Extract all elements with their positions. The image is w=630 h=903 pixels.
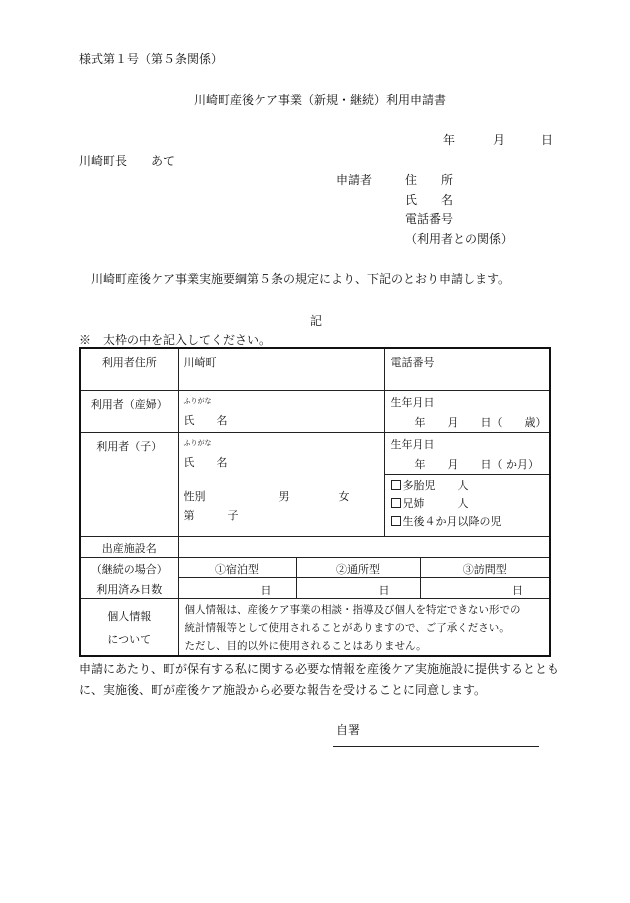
gender-female[interactable]: 女 bbox=[338, 490, 350, 503]
fill-note: ※ 太枠の中を記入してください。 bbox=[79, 333, 272, 347]
continue-label: （継続の場合） bbox=[90, 562, 168, 576]
child-birth-value: 年 月 日（ か月） bbox=[414, 457, 539, 471]
application-table bbox=[79, 347, 551, 657]
gender-male[interactable]: 男 bbox=[278, 490, 290, 503]
child-options-cell bbox=[384, 474, 550, 536]
user-address-value: 川崎町 bbox=[183, 356, 217, 369]
user-address-label: 利用者住所 bbox=[101, 356, 157, 369]
table-row bbox=[80, 348, 550, 390]
facility-label-cell bbox=[80, 536, 178, 557]
date-year: 年 bbox=[443, 133, 456, 147]
option-after4m-row[interactable] bbox=[385, 512, 550, 530]
table-row bbox=[80, 432, 550, 474]
consent-text-2: に、実施後、町が産後ケア施設から必要な報告を受けることに同意します。 bbox=[79, 683, 487, 697]
facility-value-cell[interactable] bbox=[178, 536, 550, 557]
table-row bbox=[80, 390, 550, 432]
birth-order-label: 第 子 bbox=[183, 509, 239, 522]
child-gender-cell[interactable] bbox=[178, 474, 384, 536]
daycare-days-unit: 日 bbox=[378, 583, 390, 597]
date-month: 月 bbox=[493, 133, 506, 147]
type-daycare-cell bbox=[296, 557, 420, 577]
applicant-relation-label: （利用者との関係） bbox=[405, 232, 514, 246]
mother-label-cell bbox=[80, 390, 178, 432]
applicant-phone-label: 電話番号 bbox=[405, 212, 454, 226]
gender-label: 性別 bbox=[183, 490, 206, 503]
privacy-label-1: 個人情報 bbox=[107, 609, 152, 623]
option-multiple-row[interactable] bbox=[385, 475, 550, 494]
applicant-address-label: 住 所 bbox=[405, 173, 454, 187]
mother-birthdate-label: 生年月日 bbox=[390, 395, 435, 409]
privacy-label-cell bbox=[80, 598, 178, 656]
child-furigana-label: ふりがな bbox=[183, 438, 212, 447]
addressee: 川崎町長 あて bbox=[79, 154, 176, 168]
multiple-birth-checkbox[interactable] bbox=[391, 480, 401, 490]
form-title: 川崎町産後ケア事業（新規・継続）利用申請書 bbox=[194, 93, 447, 107]
phone-label: 電話番号 bbox=[390, 356, 435, 369]
type-stay-cell bbox=[178, 557, 296, 577]
child-birthdate-label: 生年月日 bbox=[390, 437, 435, 451]
form-number: 様式第１号（第５条関係） bbox=[79, 52, 224, 66]
table-row bbox=[80, 536, 550, 557]
facility-label: 出産施設名 bbox=[101, 541, 157, 555]
mother-label: 利用者（産婦） bbox=[90, 397, 168, 411]
user-address-value-cell[interactable] bbox=[178, 348, 384, 390]
privacy-text-cell bbox=[178, 598, 550, 656]
daycare-days-cell[interactable] bbox=[296, 577, 420, 598]
type-stay-label: ①宿泊型 bbox=[215, 562, 259, 576]
child-name-cell[interactable] bbox=[178, 432, 384, 474]
child-label-cell bbox=[80, 432, 178, 536]
type-daycare-label: ②通所型 bbox=[336, 562, 380, 576]
option-multiple-label: 多胎児 人 bbox=[402, 478, 469, 492]
child-name-label: 氏 名 bbox=[183, 455, 228, 469]
user-address-label-cell bbox=[80, 348, 178, 390]
privacy-label-2: について bbox=[107, 632, 152, 646]
visit-days-cell[interactable] bbox=[420, 577, 550, 598]
privacy-text-1: 個人情報は、産後ケア事業の相談・指導及び個人を特定できない形での bbox=[184, 603, 521, 616]
signature-line[interactable] bbox=[333, 746, 539, 747]
privacy-text-2: 統計情報等として使用されることがありますので、ご了承ください。 bbox=[184, 621, 510, 634]
applicant-label: 申請者 bbox=[336, 173, 373, 187]
type-visit-label: ③訪問型 bbox=[462, 562, 507, 576]
intro-text: 川崎町産後ケア事業実施要綱第５条の規定により、下記のとおり申請します。 bbox=[91, 272, 511, 286]
used-days-label: 利用済み日数 bbox=[96, 582, 163, 596]
ki-heading: 記 bbox=[310, 314, 323, 328]
after-4-months-checkbox[interactable] bbox=[391, 516, 401, 526]
child-birth-cell[interactable] bbox=[384, 432, 550, 474]
stay-days-unit: 日 bbox=[260, 583, 272, 597]
applicant-name-label: 氏 名 bbox=[405, 193, 454, 207]
stay-days-cell[interactable] bbox=[178, 577, 296, 598]
mother-birth-cell[interactable] bbox=[384, 390, 550, 432]
option-after4m-label: 生後４か月以降の児 bbox=[402, 514, 502, 528]
consent-text-1: 申請にあたり、町が保有する私に関する必要な情報を産後ケア実施施設に提供するととも bbox=[79, 662, 560, 676]
mother-name-label: 氏 名 bbox=[183, 413, 228, 427]
table-row bbox=[80, 557, 550, 577]
visit-days-unit: 日 bbox=[512, 583, 523, 597]
child-label: 利用者（子） bbox=[96, 439, 163, 453]
mother-birth-value: 年 月 日（ 歳） bbox=[414, 415, 547, 429]
mother-name-cell[interactable] bbox=[178, 390, 384, 432]
date-day: 日 bbox=[541, 133, 554, 147]
table-row bbox=[80, 598, 550, 656]
privacy-text-3: ただし、目的以外に使用されることはありません。 bbox=[184, 639, 427, 652]
option-siblings-label: 兄姉 人 bbox=[402, 496, 469, 510]
option-siblings-row[interactable] bbox=[385, 494, 550, 512]
phone-cell[interactable] bbox=[384, 348, 550, 390]
signature-label: 自署 bbox=[336, 723, 361, 737]
siblings-checkbox[interactable] bbox=[391, 498, 401, 508]
used-days-label-cell bbox=[80, 557, 178, 598]
type-visit-cell bbox=[420, 557, 550, 577]
mother-furigana-label: ふりがな bbox=[183, 396, 212, 405]
